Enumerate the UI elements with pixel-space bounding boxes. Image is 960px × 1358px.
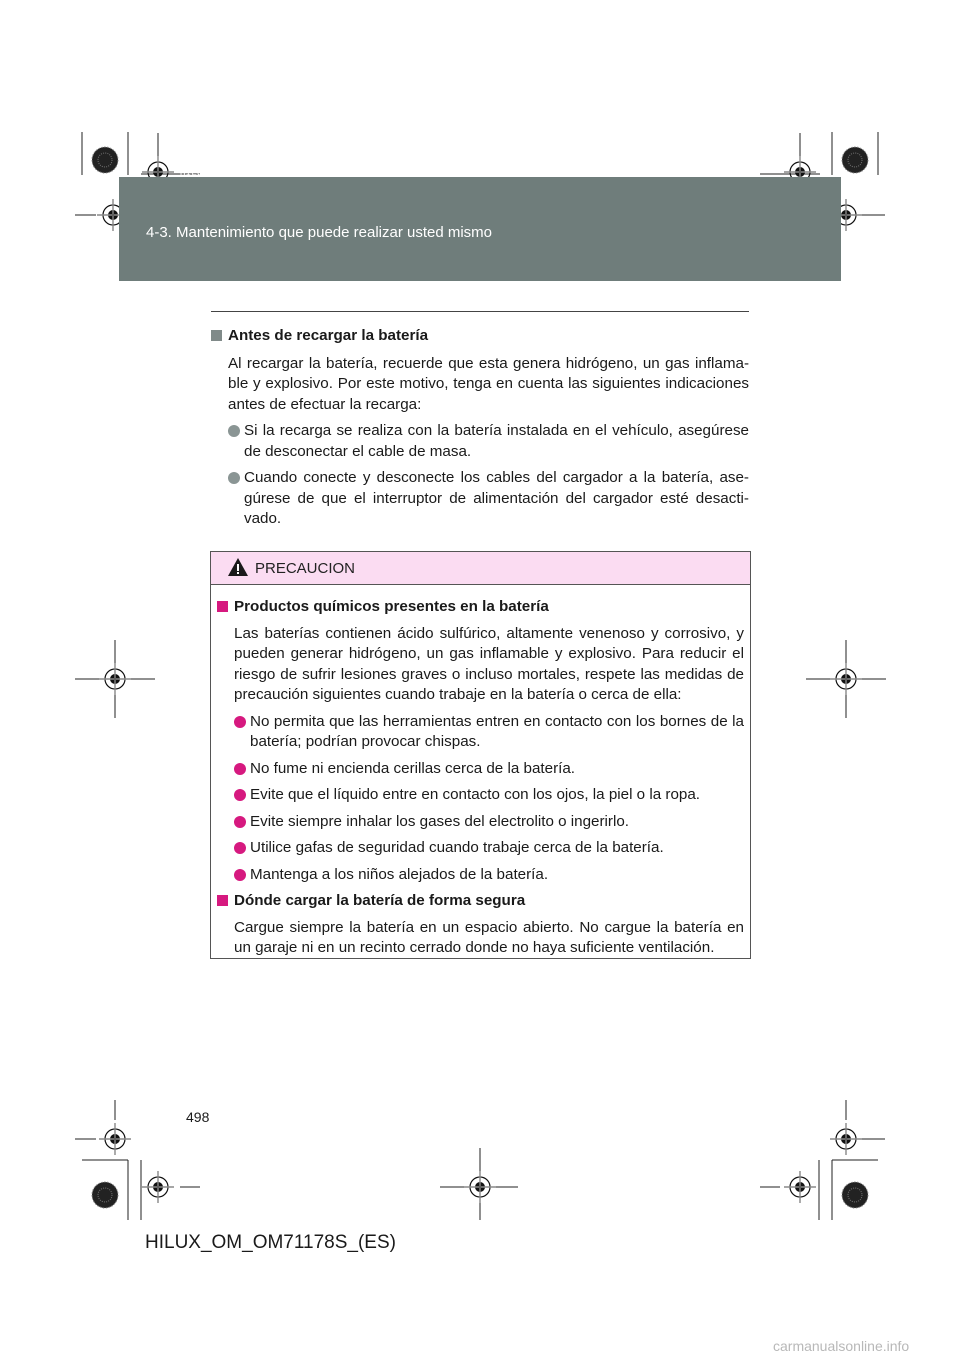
heading-safe-charging xyxy=(217,891,744,912)
square-bullet-icon xyxy=(211,330,222,341)
heading-chemicals xyxy=(217,597,744,618)
list-item xyxy=(228,421,749,462)
site-watermark: carmanualsonline.info xyxy=(773,1338,910,1354)
circle-bullet-icon xyxy=(234,716,246,728)
list-item-text: Si la recarga se realiza con la batería instalada en el vehículo, asegúrese de desconectar el cable de masa. xyxy=(244,422,749,460)
section-title: 4-3. Mantenimiento que puede realizar usted mismo xyxy=(146,224,493,241)
circle-bullet-icon xyxy=(234,869,246,881)
list-item xyxy=(234,785,744,806)
caution-body xyxy=(211,585,750,959)
list-item xyxy=(234,759,744,780)
square-bullet-icon xyxy=(217,601,228,612)
list-item-text: Mantenga a los niños alejados de la batería. xyxy=(250,865,549,883)
list-item xyxy=(234,865,744,886)
circle-bullet-icon xyxy=(234,763,246,775)
document-id: HILUX_OM_OM71178S_(ES) xyxy=(145,1232,396,1253)
heading-text: Dónde cargar la batería de forma segura xyxy=(234,892,526,909)
list-item-text: No fume ni encienda cerillas cerca de la batería. xyxy=(250,759,576,777)
circle-bullet-icon xyxy=(228,472,240,484)
caution-paragraph: Cargue siempre la batería en un espacio abierto. No cargue la batería en un garaje ni en un recinto cerrado donde no haya suficiente ventilación. xyxy=(234,918,744,956)
list-item-text: Evite que el líquido entre en contacto con los ojos, la piel o la ropa. xyxy=(250,786,701,803)
square-bullet-icon xyxy=(217,895,228,906)
circle-bullet-icon xyxy=(234,789,246,801)
list-item-text: No permita que las herramientas entren en contacto con los bornes de la batería; podrían provocar chispas. xyxy=(250,712,744,750)
warning-triangle-icon xyxy=(227,557,249,577)
divider xyxy=(211,311,749,312)
list-item-text: Utilice gafas de seguridad cuando trabaje cerca de la batería. xyxy=(250,839,664,856)
list-item xyxy=(234,712,744,753)
caution-paragraph: Las baterías contienen ácido sulfúrico, altamente venenoso y corrosivo, y pueden generar hidrógeno, un gas inflamable y explosivo. Para reducir el riesgo de sufrir lesiones graves o incluso mortales, respete las medidas de precaución siguientes cuando trabaje en la batería o cerca de ella: xyxy=(234,624,744,703)
heading-text: Productos químicos presentes en la batería xyxy=(234,598,549,615)
caution-box xyxy=(210,551,751,959)
circle-bullet-icon xyxy=(228,425,240,437)
main-content xyxy=(211,326,749,536)
heading-text: Antes de recargar la batería xyxy=(228,327,429,344)
list-item-text: Cuando conecte y desconecte los cables del cargador a la batería, ase-gúrese de que el interruptor de alimentación del cargador esté desacti-vado. xyxy=(244,469,749,527)
page-number: 498 xyxy=(186,1109,210,1125)
intro-paragraph: Al recargar la batería, recuerde que esta genera hidrógeno, un gas inflama-ble y explosivo. Por este motivo, tenga en cuenta las siguientes indicaciones antes de efectuar la recarga: xyxy=(228,354,749,413)
heading-recharge xyxy=(211,326,749,347)
list-item xyxy=(234,838,744,859)
list-item-text: Evite siempre inhalar los gases del electrolito o ingerirlo. xyxy=(250,812,630,830)
circle-bullet-icon xyxy=(234,842,246,854)
circle-bullet-icon xyxy=(234,816,246,828)
caution-title: PRECAUCION xyxy=(255,560,356,577)
caution-header xyxy=(211,552,750,585)
book-stamp: HILUX_OM_OM71178S_(ES).book Page 498 Wednesday, May 16, 2012 3:09 PM xyxy=(180,168,563,178)
list-item xyxy=(228,468,749,530)
list-item xyxy=(234,812,744,833)
